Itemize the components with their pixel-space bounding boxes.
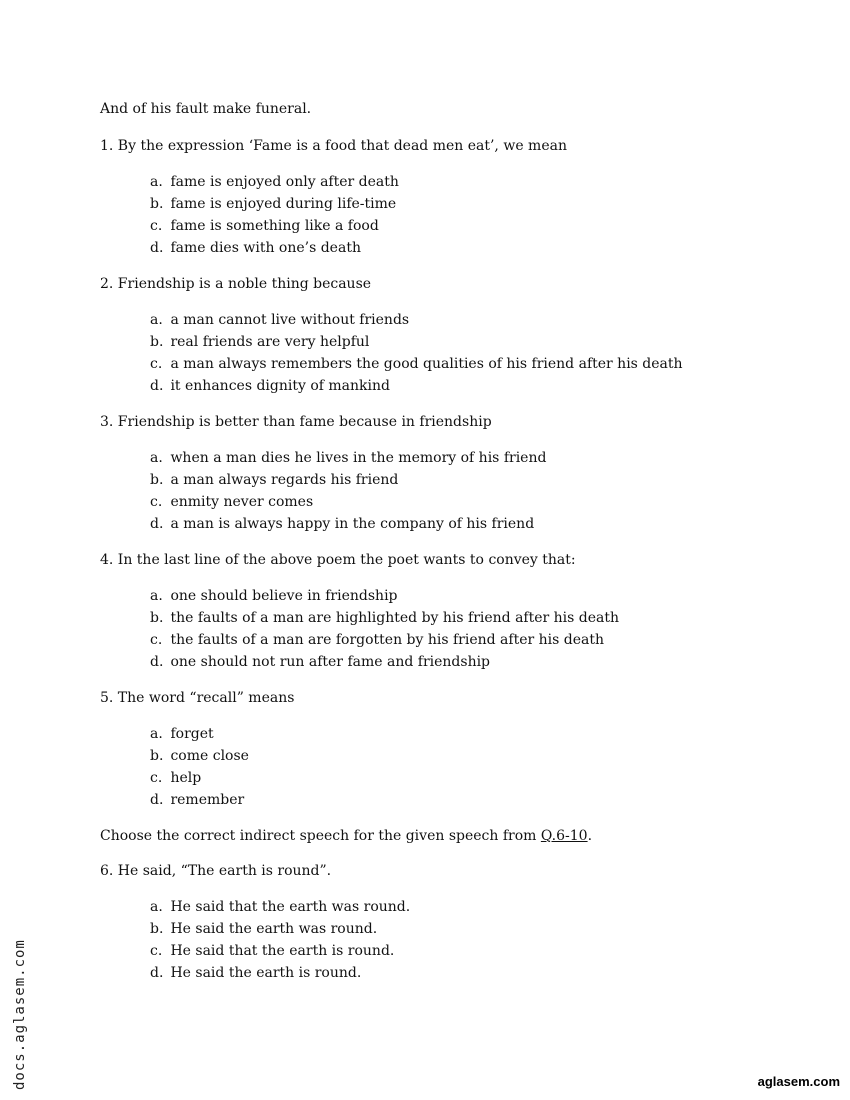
- option-letter: a.: [150, 174, 163, 190]
- option-letter: b.: [150, 334, 164, 350]
- option-item: [150, 331, 800, 353]
- option-item: [150, 607, 800, 629]
- question-2-options: [100, 309, 800, 397]
- option-text: enmity never comes: [170, 494, 314, 510]
- question-3-options: [100, 447, 800, 535]
- instruction-prefix: Choose the correct indirect speech for the given speech from: [100, 828, 541, 844]
- option-text: forget: [170, 726, 214, 742]
- option-text: remember: [170, 792, 245, 808]
- option-letter: d.: [150, 378, 164, 394]
- option-letter: d.: [150, 654, 164, 670]
- question-4-options: [100, 585, 800, 673]
- option-text: fame is enjoyed only after death: [170, 174, 399, 190]
- option-text: one should believe in friendship: [170, 588, 398, 604]
- option-letter: c.: [150, 943, 163, 959]
- option-letter: d.: [150, 516, 164, 532]
- option-item: [150, 629, 800, 651]
- option-item: [150, 215, 800, 237]
- option-item: [150, 375, 800, 397]
- option-text: it enhances dignity of mankind: [170, 378, 390, 394]
- option-text: fame is something like a food: [170, 218, 379, 234]
- option-letter: c.: [150, 494, 163, 510]
- option-text: a man cannot live without friends: [170, 312, 410, 328]
- option-text: one should not run after fame and friendship: [170, 654, 491, 670]
- option-text: a man always remembers the good qualities of his friend after his death: [170, 356, 683, 372]
- option-text: come close: [170, 748, 249, 764]
- section-instruction: [100, 826, 800, 846]
- option-item: [150, 193, 800, 215]
- option-letter: d.: [150, 965, 164, 981]
- option-item: [150, 918, 800, 940]
- option-text: real friends are very helpful: [170, 334, 370, 350]
- option-item: [150, 767, 800, 789]
- option-letter: a.: [150, 899, 163, 915]
- question-6-options: [100, 896, 800, 984]
- option-text: fame dies with one’s death: [170, 240, 361, 256]
- option-item: [150, 171, 800, 193]
- option-text: the faults of a man are highlighted by his friend after his death: [170, 610, 620, 626]
- option-text: He said that the earth is round.: [170, 943, 395, 959]
- question-5-options: [100, 723, 800, 811]
- question-3-text: 3. Friendship is better than fame because in friendship: [100, 414, 492, 430]
- intro-line: And of his fault make funeral.: [100, 101, 312, 117]
- option-item: [150, 745, 800, 767]
- brand-watermark: aglasem.com: [757, 1074, 840, 1089]
- option-item: [150, 651, 800, 673]
- option-text: the faults of a man are forgotten by his friend after his death: [170, 632, 604, 648]
- option-letter: b.: [150, 921, 164, 937]
- question-range-reference: Q.6-10: [540, 828, 588, 844]
- option-letter: b.: [150, 748, 164, 764]
- option-item: [150, 940, 800, 962]
- option-letter: c.: [150, 770, 163, 786]
- option-letter: d.: [150, 240, 164, 256]
- side-watermark: docs.aglasem.com: [12, 939, 28, 1090]
- instruction-suffix: .: [587, 828, 593, 844]
- option-item: [150, 585, 800, 607]
- option-item: [150, 513, 800, 535]
- option-letter: a.: [150, 588, 163, 604]
- option-letter: a.: [150, 312, 163, 328]
- option-item: [150, 469, 800, 491]
- option-item: [150, 723, 800, 745]
- question-6-text: 6. He said, “The earth is round”.: [100, 863, 332, 879]
- question-5-text: 5. The word “recall” means: [100, 690, 295, 706]
- option-letter: b.: [150, 196, 164, 212]
- option-item: [150, 789, 800, 811]
- option-text: He said that the earth was round.: [170, 899, 411, 915]
- option-text: help: [170, 770, 202, 786]
- question-1-text: 1. By the expression ‘Fame is a food that dead men eat’, we mean: [100, 138, 567, 154]
- option-text: a man always regards his friend: [170, 472, 399, 488]
- option-item: [150, 353, 800, 375]
- option-letter: b.: [150, 472, 164, 488]
- option-item: [150, 896, 800, 918]
- option-letter: a.: [150, 450, 163, 466]
- option-item: [150, 491, 800, 513]
- option-item: [150, 237, 800, 259]
- option-letter: c.: [150, 632, 163, 648]
- document-page: [100, 99, 800, 999]
- option-letter: c.: [150, 218, 163, 234]
- option-text: when a man dies he lives in the memory of his friend: [170, 450, 547, 466]
- option-letter: b.: [150, 610, 164, 626]
- option-text: a man is always happy in the company of his friend: [170, 516, 535, 532]
- option-item: [150, 962, 800, 984]
- question-4-text: 4. In the last line of the above poem the poet wants to convey that:: [100, 552, 576, 568]
- question-1-options: [100, 171, 800, 259]
- option-text: fame is enjoyed during life-time: [170, 196, 397, 212]
- option-text: He said the earth was round.: [170, 921, 378, 937]
- option-text: He said the earth is round.: [170, 965, 362, 981]
- option-letter: a.: [150, 726, 163, 742]
- option-letter: c.: [150, 356, 163, 372]
- option-item: [150, 309, 800, 331]
- option-letter: d.: [150, 792, 164, 808]
- option-item: [150, 447, 800, 469]
- question-2-text: 2. Friendship is a noble thing because: [100, 276, 372, 292]
